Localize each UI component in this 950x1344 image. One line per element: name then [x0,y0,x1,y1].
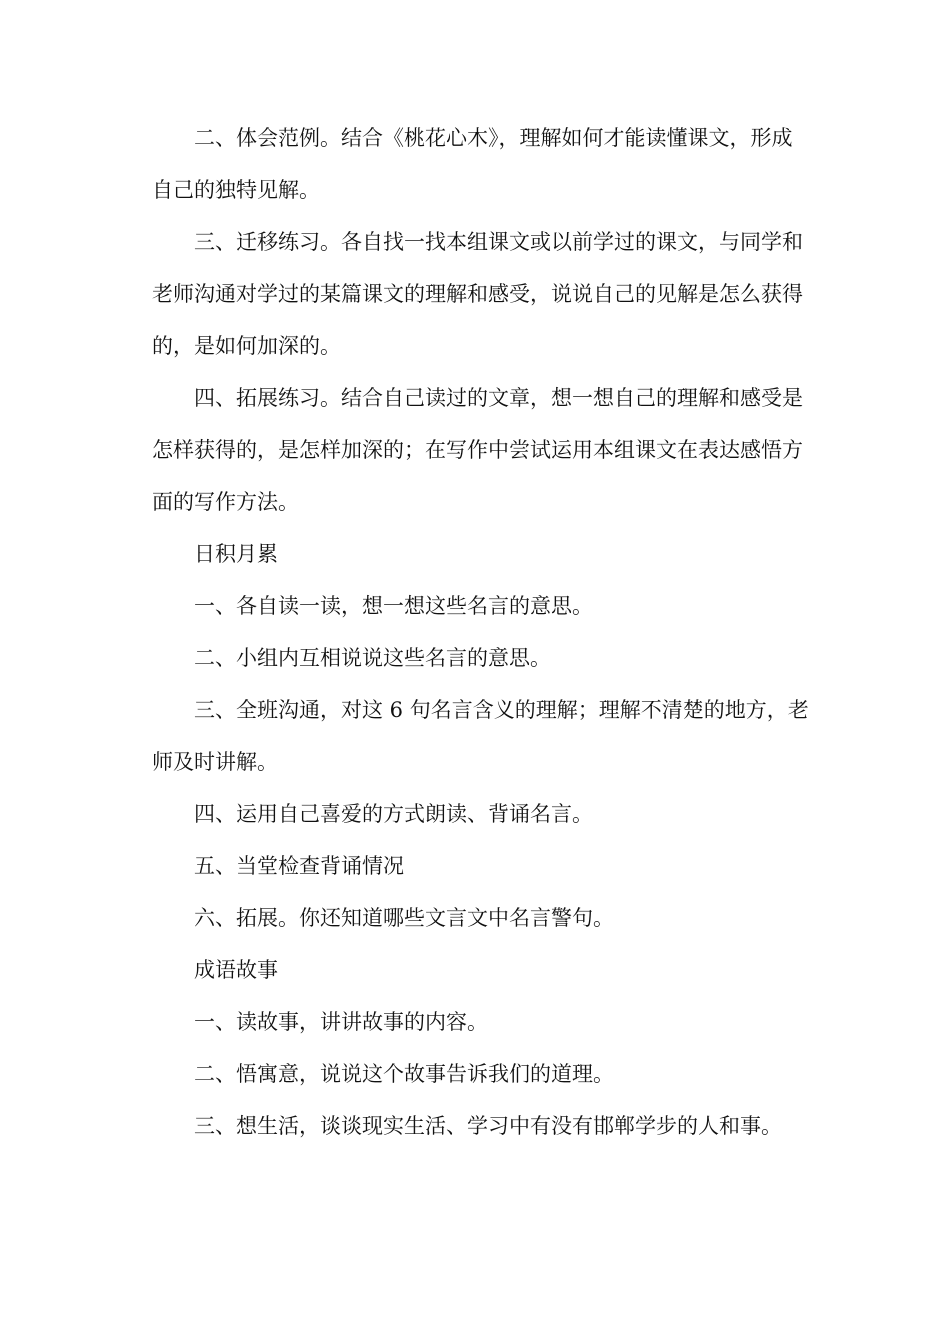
paragraph-transfer-practice: 三、迁移练习。各自找一找本组课文或以前学过的课文，与同学和老师沟通对学过的某篇课文的理解和感受，说说自己的见解是怎么获得的，是如何加深的。 [152,230,803,358]
paragraph-method-example: 二、体会范例。结合《桃花心木》，理解如何才能读懂课文，形成自己的独特见解。 [152,126,793,202]
paragraph-extension-practice: 四、拓展练习。结合自己读过的文章，想一想自己的理解和感受是怎样获得的，是怎样加深的；在写作中尝试运用本组课文在表达感悟方面的写作方法。 [152,386,803,514]
paragraph-step-six: 六、拓展。你还知道哪些文言文中名言警句。 [194,906,614,930]
paragraph-story-step-three: 三、想生活，谈谈现实生活、学习中有没有邯郸学步的人和事。 [194,1114,782,1138]
paragraph-step-five: 五、当堂检查背诵情况 [194,854,404,878]
paragraph-step-two: 二、小组内互相说说这些名言的意思。 [194,646,551,670]
paragraph-story-step-one: 一、读故事，讲讲故事的内容。 [194,1010,488,1034]
section-heading-daily-accumulation: 日积月累 [194,542,278,566]
paragraph-step-one: 一、各自读一读，想一想这些名言的意思。 [194,594,593,618]
paragraph-step-three: 三、全班沟通，对这 6 句名言含义的理解；理解不清楚的地方，老师及时讲解。 [152,698,809,774]
paragraph-story-step-two: 二、悟寓意，说说这个故事告诉我们的道理。 [194,1062,614,1086]
section-heading-idiom-story: 成语故事 [194,958,278,982]
document-body [152,112,812,1152]
paragraph-step-four: 四、运用自己喜爱的方式朗读、背诵名言。 [194,802,593,826]
